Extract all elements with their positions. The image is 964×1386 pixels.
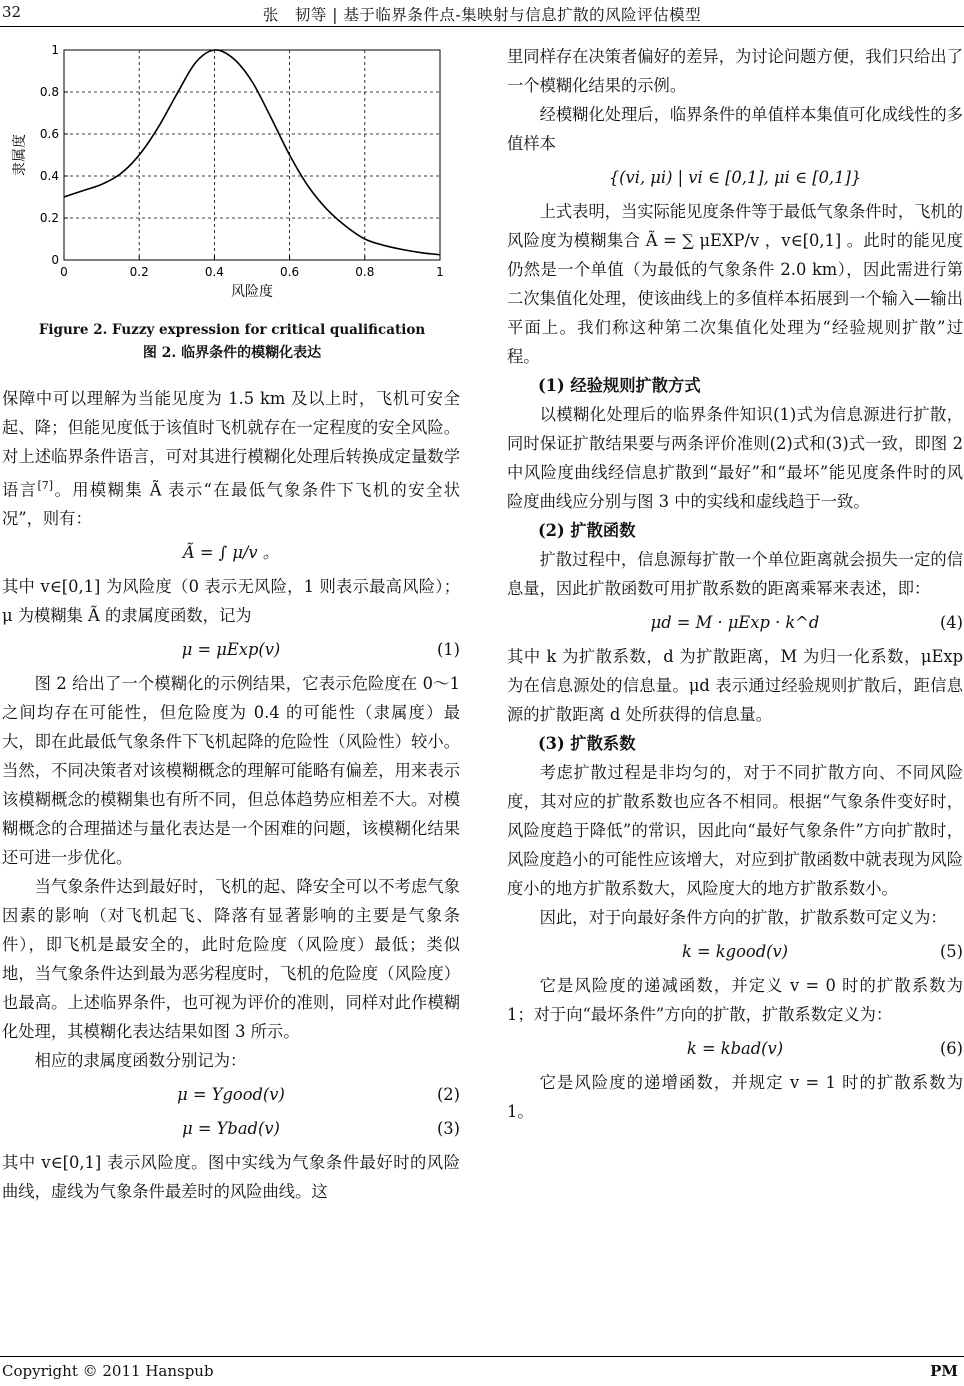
figure-caption-zh: 图 2. 临界条件的模糊化表达 <box>142 345 322 361</box>
equation: Ã = ∫ μ/v 。 <box>182 543 280 563</box>
paragraph: 因此，对于向最好条件方向的扩散，扩散系数可定义为： <box>539 908 947 927</box>
x-tick-label: 0.2 <box>129 265 149 279</box>
paragraph: 经模糊化处理后，临界条件的单值样本集值可化成线性的多值样本 <box>507 105 963 153</box>
x-tick-label: 0 <box>60 265 68 279</box>
section-heading: (2) 扩散函数 <box>537 521 636 540</box>
equation-1: μ = μExp(v) (1) <box>181 640 460 660</box>
paragraph: 相应的隶属度函数分别记为： <box>34 1051 247 1071</box>
equation-6: k = kbad(v) (6) <box>686 1039 963 1058</box>
figure-caption-en: Figure 2. Fuzzy expression for critical qualification <box>38 322 426 338</box>
paragraph: 保障中可以理解为当能见度为 1.5 km 及以上时，飞机可安全起、降；但能见度低于该值时飞机就存在一定程度的安全风险。对上述临界条件语言，可对其进行模糊化处理后转换成定量数学语言[7]。用模糊集 Ã 表示“在最低气象条件下飞机的安全状况”，则有： <box>2 389 460 529</box>
x-axis-label: 风险度 <box>231 284 273 300</box>
section-heading: (1) 经验规则扩散方式 <box>537 376 701 395</box>
running-title: 张 韧等 | 基于临界条件点-集映射与信息扩散的风险评估模型 <box>262 6 702 24</box>
paragraph: 其中 v∈[0,1] 表示风险度。图中实线为气象条件最好时的风险曲线，虚线为气象条件最差时的风险曲线。这 <box>2 1153 460 1202</box>
paragraph: 其中 v∈[0,1] 为风险度（0 表示无风险，1 则表示最高风险）；μ 为模糊集 Ã 的隶属度函数，记为 <box>2 577 460 626</box>
paragraph: 考虑扩散过程是非均匀的，对于不同扩散方向、不同风险度，其对应的扩散系数也应各不相同。根据“气象条件变好时，风险度趋于降低”的常识，因此向“最好气象条件”方向扩散时，风险度趋小的可能性应该增大，对应到扩散函数中就表现为风险度小的地方扩散系数大，风险度大的地方扩散系数小。 <box>507 763 963 898</box>
paragraph: 当气象条件达到最好时，飞机的起、降安全可以不考虑气象因素的影响（对飞机起飞、降落有显著影响的主要是气象条件），即飞机是最安全的，此时危险度（风险度）最低；类似地，当气象条件达到最为恶劣程度时，飞机的危险度（风险度）也最高。上述临界条件，也可视为评价的准则，同样对此作模糊化处理，其模糊化表达结果如图 3 所示。 <box>2 877 460 1042</box>
x-tick-label: 0.8 <box>355 265 375 279</box>
page-number: 32 <box>2 3 22 21</box>
x-tick-label: 0.6 <box>280 265 300 279</box>
right-column <box>507 42 963 1126</box>
y-tick-label: 1 <box>51 43 59 57</box>
equation-4: μd = M · μExp · k^d (4) <box>650 613 963 632</box>
paragraph: 其中 k 为扩散系数，d 为扩散距离，M 为归一化系数，μExp 为在信息源处的信息量。μd 表示通过经验规则扩散后，距信息源的扩散距离 d 处所获得的信息量。 <box>507 647 963 724</box>
y-tick-label: 0.6 <box>39 127 59 141</box>
equation-2: μ = Ygood(v) (2) <box>177 1085 460 1105</box>
y-tick-label: 0 <box>51 253 59 267</box>
citation[interactable]: [7] <box>37 479 54 492</box>
equation-5: k = kgood(v) (5) <box>681 942 963 961</box>
paragraph: 它是风险度的递增函数，并规定 v = 1 时的扩散系数为 1。 <box>507 1073 963 1121</box>
x-ticks <box>60 256 444 279</box>
paragraph: 里同样存在决策者偏好的差异，为讨论问题方便，我们只给出了一个模糊化结果的示例。 <box>507 47 963 95</box>
copyright: Copyright © 2011 Hanspub <box>2 1362 214 1380</box>
section-heading: (3) 扩散系数 <box>537 734 636 753</box>
equation-set: {(vi, μi) | vi ∈ [0,1], μi ∈ [0,1]} <box>608 168 862 187</box>
x-tick-label: 1 <box>436 265 444 279</box>
journal-abbrev: PM <box>930 1362 958 1380</box>
x-tick-label: 0.4 <box>204 265 224 279</box>
header-rule <box>0 26 964 27</box>
y-tick-label: 0.2 <box>39 211 59 225</box>
y-axis-label: 隶属度 <box>12 134 28 176</box>
paragraph: 图 2 给出了一个模糊化的示例结果，它表示危险度在 0～1 之间均存在可能性，但危险度为 0.4 的可能性（隶属度）最大，即在此最低气象条件下飞机起降的危险性（风险性）较小。当然，不同决策者对该模糊概念的理解可能略有偏差，用来表示该模糊概念的模糊集也有所不同，但总体趋势应相差不大。对模糊概念的合理描述与量化表达是一个困难的问题，该模糊化结果还可进一步优化。 <box>2 674 460 868</box>
membership-chart <box>0 34 464 314</box>
equation-3: μ = Ybad(v) (3) <box>182 1119 460 1139</box>
paragraph: 上式表明，当实际能见度条件等于最低气象条件时，飞机的风险度为模糊集合 Ã = ∑ μEXP/v ，v∈[0,1] 。此时的能见度仍然是一个单值（为最低的气象条件 2.0 km），因此需进行第二次集值化处理，使该曲线上的多值样本拓展到一个输入—输出平面上。我们称这种第二次集值化处理为“经验规则扩散”过程。 <box>507 202 963 366</box>
y-tick-label: 0.8 <box>39 85 59 99</box>
membership-curve <box>64 50 440 255</box>
paragraph: 它是风险度的递减函数，并定义 v = 0 时的扩散系数为 1；对于向“最坏条件”方向的扩散，扩散系数定义为： <box>507 976 963 1024</box>
paragraph: 以模糊化处理后的临界条件知识(1)式为信息源进行扩散，同时保证扩散结果要与两条评价准则(2)式和(3)式一致，即图 2 中风险度曲线经信息扩散到“最好”和“最坏”能见度条件时的风险度曲线应分别与图 3 中的实线和虚线趋于一致。 <box>507 405 963 511</box>
y-tick-label: 0.4 <box>39 169 59 183</box>
paragraph: 扩散过程中，信息源每扩散一个单位距离就会损失一定的信息量，因此扩散函数可用扩散系数的距离乘幂来表述，即： <box>507 550 963 598</box>
footer-rule <box>0 1356 964 1357</box>
left-column <box>2 384 460 1206</box>
